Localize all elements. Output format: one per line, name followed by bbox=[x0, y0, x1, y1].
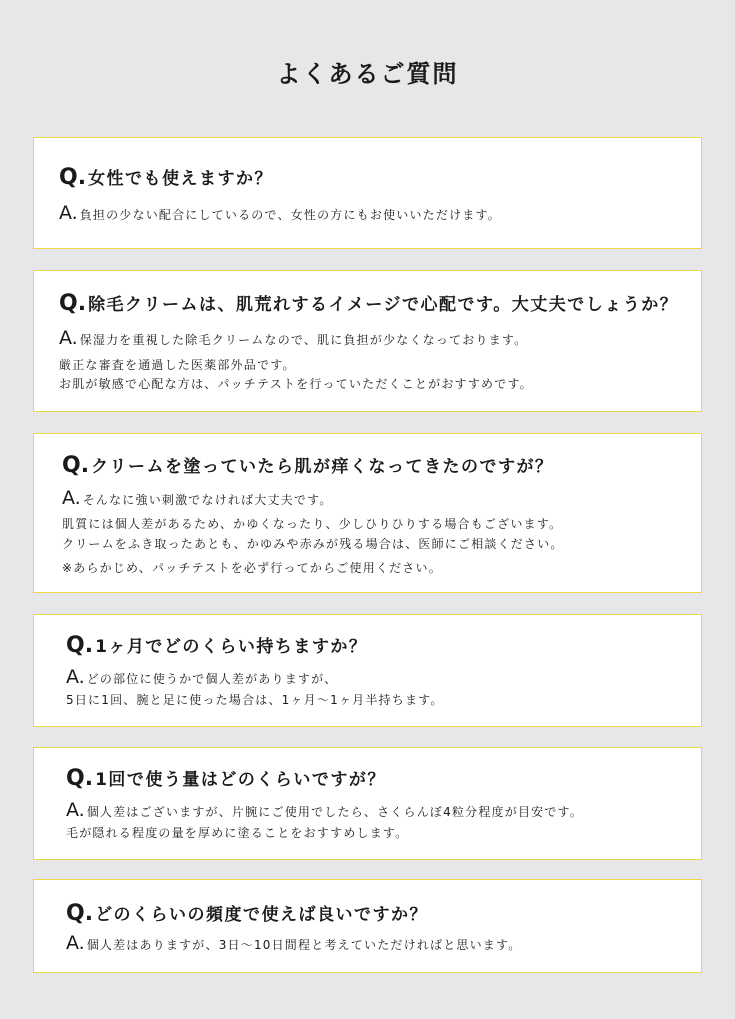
answer-line: そんなに強い刺激でなければ大丈夫です。 bbox=[82, 493, 333, 507]
question-text: 1回で使う量はどのくらいですが？ bbox=[95, 770, 386, 790]
answer-line: 負担の少ない配合にしているので、女性の方にもお使いいただけます。 bbox=[79, 208, 501, 222]
a-marker: A. bbox=[59, 202, 78, 224]
faq-question bbox=[66, 900, 428, 926]
faq-answer bbox=[66, 932, 521, 954]
q-marker: Q. bbox=[66, 766, 94, 791]
answer-line: 5日に1回、腕と足に使った場合は、1ヶ月〜1ヶ月半持ちます。 bbox=[66, 693, 444, 707]
faq-card bbox=[33, 137, 702, 249]
q-marker: Q. bbox=[66, 901, 94, 926]
q-marker: Q. bbox=[59, 291, 87, 316]
faq-answer bbox=[59, 327, 527, 349]
answer-line: 毛が隠れる程度の量を厚めに塗ることをおすすめします。 bbox=[66, 826, 409, 840]
question-text: 除毛クリームは、肌荒れするイメージで心配です。大丈夫でしょうか？ bbox=[88, 295, 679, 315]
answer-line: どの部位に使うかで個人差がありますが、 bbox=[86, 672, 338, 686]
answer-line: クリームをふき取ったあとも、かゆみや赤みが残る場合は、医師にご相談ください。 bbox=[62, 537, 564, 551]
a-marker: A. bbox=[59, 327, 78, 349]
a-marker: A. bbox=[66, 799, 85, 821]
a-marker: A. bbox=[66, 666, 85, 688]
page-title: よくあるご質問 bbox=[276, 60, 459, 88]
faq-card bbox=[33, 747, 702, 860]
q-marker: Q. bbox=[62, 453, 90, 478]
a-marker: A. bbox=[62, 487, 81, 509]
faq-question bbox=[59, 290, 678, 316]
faq-answer bbox=[66, 666, 338, 688]
q-marker: Q. bbox=[59, 165, 87, 190]
faq-answer bbox=[62, 487, 333, 509]
answer-line: 個人差はございますが、片腕にご使用でしたら、さくらんぼ4粒分程度が目安です。 bbox=[86, 805, 583, 819]
faq-question bbox=[66, 765, 386, 791]
faq-answer bbox=[66, 799, 583, 821]
question-text: クリームを塗っていたら肌が痒くなってきたのですが？ bbox=[91, 457, 554, 477]
faq-question bbox=[62, 452, 554, 478]
answer-line: 保湿力を重視した除毛クリームなので、肌に負担が少なくなっております。 bbox=[79, 333, 528, 347]
answer-line: お肌が敏感で心配な方は、パッチテストを行っていただくことがおすすめです。 bbox=[59, 377, 533, 391]
faq-card bbox=[33, 879, 702, 973]
answer-line: 個人差はありますが、3日〜10日間程と考えていただければと思います。 bbox=[86, 938, 522, 952]
faq-question bbox=[59, 164, 273, 190]
answer-line: ※あらかじめ、パッチテストを必ず行ってからご使用ください。 bbox=[62, 561, 442, 575]
answer-line: 厳正な審査を通過した医薬部外品です。 bbox=[59, 358, 296, 372]
question-text: 女性でも使えますか？ bbox=[88, 169, 274, 189]
faq-answer bbox=[59, 202, 501, 224]
faq-card bbox=[33, 614, 702, 727]
question-text: どのくらいの頻度で使えば良いですか？ bbox=[95, 905, 429, 925]
answer-line: 肌質には個人差があるため、かゆくなったり、少しひりひりする場合もございます。 bbox=[62, 517, 563, 531]
q-marker: Q. bbox=[66, 633, 94, 658]
faq-card bbox=[33, 433, 702, 593]
faq-question bbox=[66, 632, 367, 658]
faq-card bbox=[33, 270, 702, 412]
question-text: 1ヶ月でどのくらい持ちますか？ bbox=[95, 637, 368, 657]
a-marker: A. bbox=[66, 932, 85, 954]
